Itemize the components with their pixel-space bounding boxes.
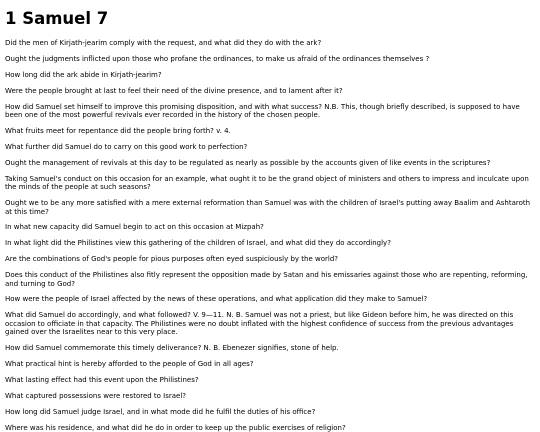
- question-paragraph: How were the people of Israel affected by the news of these operations, and what application did they make to Samuel?: [5, 295, 428, 304]
- question-paragraph: What lasting effect had this event upon the Philistines?: [5, 376, 199, 385]
- question-paragraph: What did Samuel do accordingly, and what followed? V. 9—11. N. B. Samuel was not a priest, but like Gideon before him, he was directed on this occasion to officiate in that capacity. The Philistines were no doubt inflated with the highest confidence of success from the previous advantages gained over the Israelites near to this very place.: [5, 311, 514, 337]
- question-paragraph: Does this conduct of the Philistines also fitly represent the opposition made by Satan and his emissaries against those who are repenting, reforming, and turning to God?: [5, 271, 528, 288]
- question-paragraph: What fruits meet for repentance did the people bring forth? v. 4.: [5, 126, 231, 135]
- question-paragraph: Are the combinations of God's people for pious purposes often eyed suspiciously by the world?: [5, 255, 338, 264]
- question-paragraph: In what light did the Philistines view this gathering of the children of Israel, and what did they do accordingly?: [5, 239, 391, 248]
- question-paragraph: Where was his residence, and what did he do in order to keep up the public exercises of religion?: [5, 423, 346, 432]
- question-paragraph: Did the men of Kirjath-jearim comply with the request, and what did they do with the ark?: [5, 39, 322, 47]
- question-paragraph: What practical hint is hereby afforded to the people of God in all ages?: [5, 360, 254, 369]
- page-title: 1 Samuel 7: [5, 9, 109, 28]
- question-paragraph: Ought the management of revivals at this day to be regulated as nearly as possible by the accounts given of like events in the scriptures?: [5, 158, 491, 167]
- question-list: [5, 39, 535, 432]
- question-paragraph: In what new capacity did Samuel begin to act on this occasion at Mizpah?: [5, 223, 264, 232]
- question-paragraph: How long did Samuel judge Israel, and in what mode did he fulfil the duties of his office?: [5, 407, 316, 416]
- question-paragraph: Ought we to be any more satisfied with a mere external reformation than Samuel was with the children of Israel's putting away Baalim and Ashtaroth at this time?: [5, 199, 531, 216]
- question-paragraph: How did Samuel commemorate this timely deliverance? N. B. Ebenezer signifies, stone of help.: [5, 344, 339, 353]
- question-paragraph: How did Samuel set himself to improve this promising disposition, and with what success? N.B. This, though briefly described, is supposed to have been one of the most powerful revivals ever recorded in the history of the chosen people.: [5, 102, 520, 120]
- question-paragraph: Were the people brought at last to feel their need of the divine presence, and to lament after it?: [5, 86, 343, 95]
- question-paragraph: Taking Samuel's conduct on this occasion for an example, what ought it to be the grand object of ministers and others to impress and inculcate upon the minds of the people at such seasons?: [5, 174, 529, 192]
- question-paragraph: How long did the ark abide in Kirjath-jearim?: [5, 70, 162, 79]
- question-paragraph: What captured possessions were restored to Israel?: [5, 391, 187, 400]
- question-paragraph: Ought the judgments inflicted upon those who profane the ordinances, to make us afraid of the ordinances themselves ?: [5, 54, 430, 63]
- question-paragraph: What further did Samuel do to carry on this good work to perfection?: [5, 142, 248, 151]
